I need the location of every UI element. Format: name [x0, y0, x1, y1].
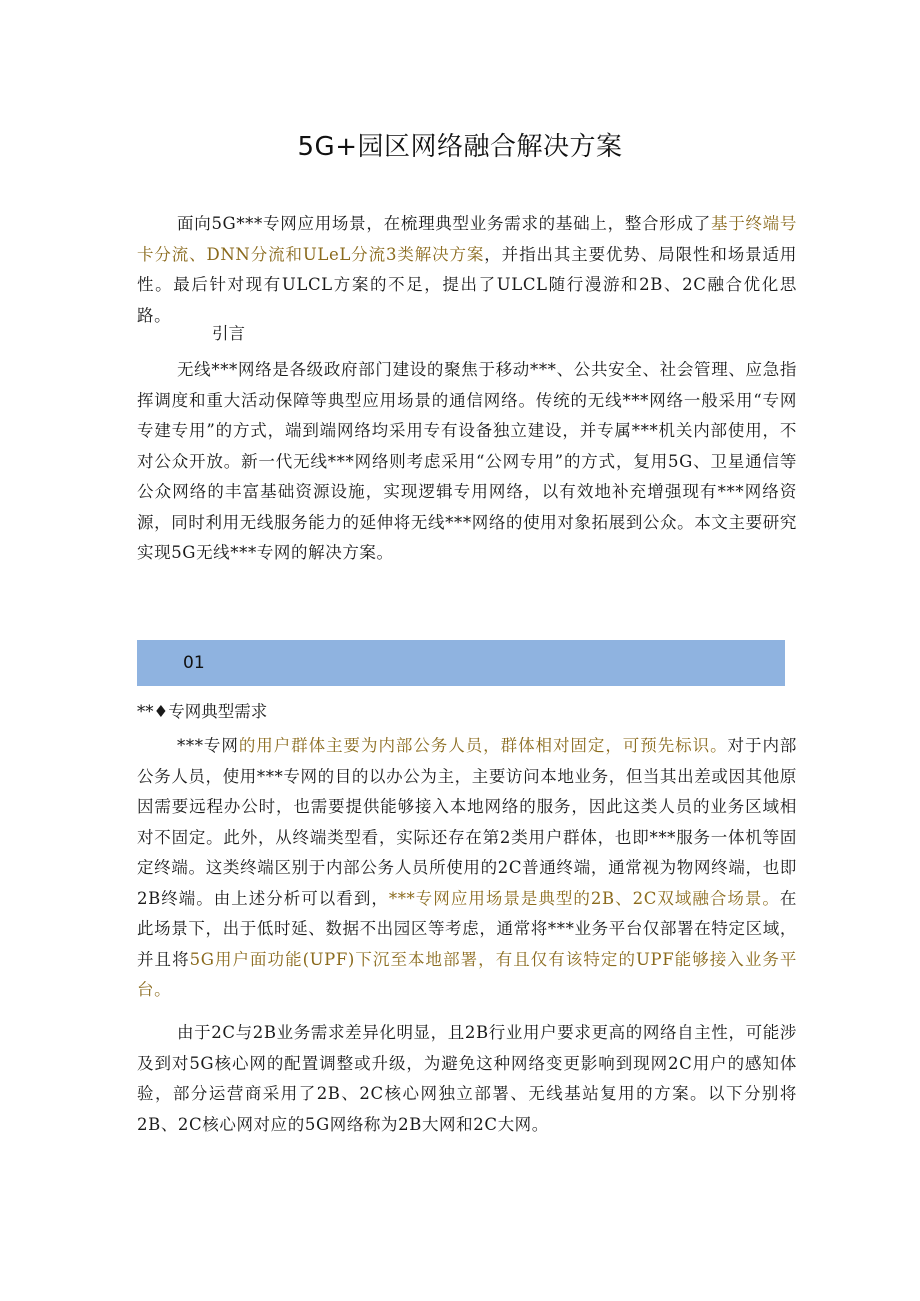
abstract-text-2: ，并指出其主要优势、局限性和场景适用性。最后针对现有ULCL方案的不足，提出了ULCL随行漫游和2B、2C融合优化思路。 — [137, 244, 797, 325]
section-heading: **♦专网典型需求 — [137, 702, 268, 721]
abstract-highlight: 基于终端号卡分流、DNN分流和ULeL分流3类解决方案 — [137, 214, 798, 264]
req-text-3: 在此场景下，出于低时延、数据不出园区等考虑，通常将***业务平台仅部署在特定区域，并且将 — [137, 888, 798, 969]
deployment-paragraph: 由于2C与2B业务需求差异化明显，且2B行业用户要求更高的网络自主性，可能涉及到对5G核心网的配置调整或升级，为避免这种网络变更影响到现网2C用户的感知体验，部分运营商采用了2B、2C核心网独立部署、无线基站复用的方案。以下分别将2B、2C核心网对应的5G网络称为2B大网和2C大网。 — [137, 1023, 797, 1134]
req-highlight-2: ***专网应用场景是典型的2B、2C双域融合场景。 — [388, 888, 780, 908]
abstract-paragraph — [137, 209, 797, 331]
req-text-1: ***专网 — [177, 736, 239, 755]
intro-paragraph: 无线***网络是各级政府部门建设的聚焦于移动***、公共安全、社会管理、应急指挥调度和重大活动保障等典型应用场景的通信网络。传统的无线***网络一般采用“专网专建专用”的方式，端到端网络均采用专有设备独立建设，并专属***机关内部使用，不对公众开放。新一代无线***网络则考虑采用“公网专用”的方式，复用5G、卫星通信等公众网络的丰富基础资源设施，实现逻辑专用网络，以有效地补充增强现有***网络资源，同时利用无线服务能力的延伸将无线***网络的使用对象拓展到公众。本文主要研究实现5G无线***专网的解决方案。 — [137, 360, 797, 562]
intro-heading: 引言 — [212, 324, 245, 343]
req-highlight-3: 5G用户面功能(UPF)下沉至本地部署，有且仅有该特定的UPF能够接入业务平台。 — [137, 949, 798, 999]
document-title: 5G+园区网络融合解决方案 — [297, 132, 623, 162]
section-banner — [137, 640, 785, 686]
requirements-paragraph — [137, 731, 797, 1006]
abstract-text-1: 面向5G***专网应用场景，在梳理典型业务需求的基础上，整合形成了 — [177, 214, 711, 233]
req-text-2: 对于内部公务人员，使用***专网的目的以办公为主，主要访问本地业务，但当其出差或因其他原因需要远程办公时，也需要提供能够接入本地网络的服务，因此这类人员的业务区域相对不固定。此外，从终端类型看，实际还存在第2类用户群体，也即***服务一体机等固定终端。这类终端区别于内部公务人员所使用的2C普通终端，通常视为物网终端，也即2B终端。由上述分析可以看到， — [137, 736, 797, 908]
req-highlight-1: 的用户群体主要为内部公务人员，群体相对固定，可预先标识。 — [238, 736, 728, 755]
section-number: 01 — [183, 653, 205, 673]
